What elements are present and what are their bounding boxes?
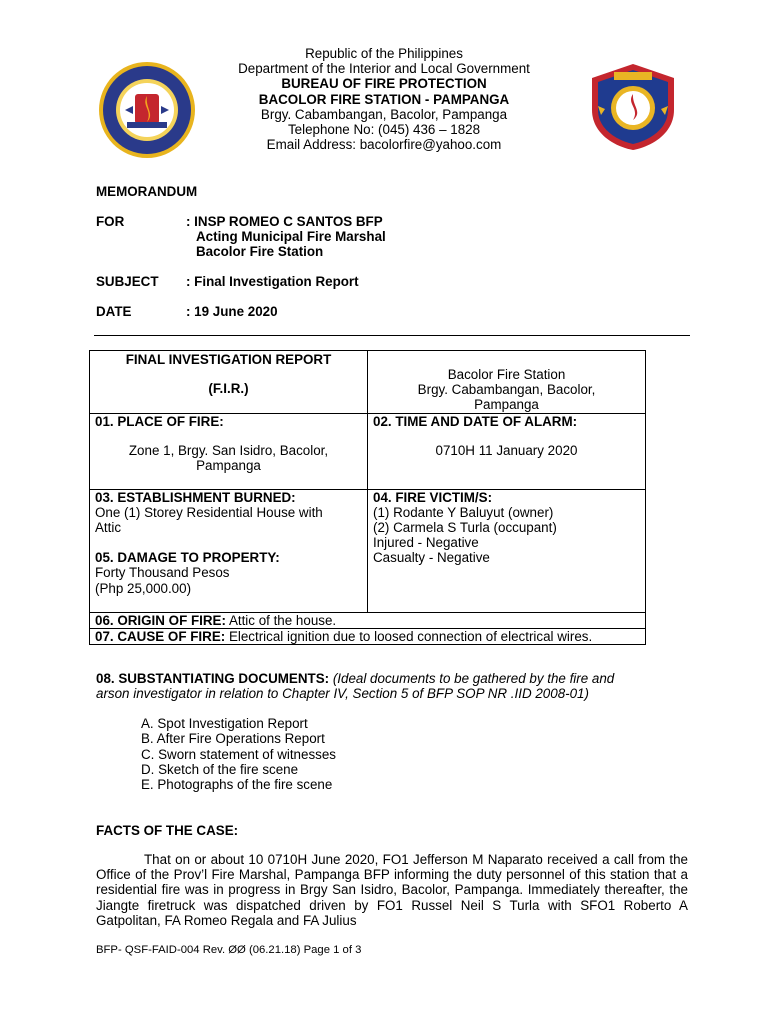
letterhead-station: BACOLOR FIRE STATION - PAMPANGA	[258, 91, 510, 107]
documents-note-line1: (Ideal documents to be gathered by the fire and	[332, 671, 615, 686]
cause-value: Electrical ignition due to loosed connection of electrical wires.	[228, 628, 593, 644]
fir-table	[89, 350, 646, 645]
document-item: B. After Fire Operations Report	[141, 731, 325, 747]
origin-value: Attic of the house.	[228, 612, 337, 628]
time-of-alarm-label: 02. TIME AND DATE OF ALARM:	[373, 413, 578, 429]
fir-place-cell	[90, 413, 368, 489]
document-item: A. Spot Investigation Report	[141, 716, 308, 731]
letterhead-republic: Republic of the Philippines	[305, 46, 463, 61]
memo-divider	[94, 335, 690, 336]
establishment-line1: One (1) Storey Residential House with	[95, 504, 323, 520]
letterhead-bureau: BUREAU OF FIRE PROTECTION	[281, 76, 487, 92]
fir-establishment-cell	[90, 489, 368, 612]
memo-subject-label: SUBJECT	[96, 274, 159, 289]
letterhead-telephone: Telephone No: (045) 436 – 1828	[287, 122, 481, 138]
cause-label: 07. CAUSE OF FIRE:	[95, 628, 226, 644]
facts-heading: FACTS OF THE CASE:	[96, 823, 239, 838]
documents-label: 08. SUBSTANTIATING DOCUMENTS:	[96, 671, 330, 686]
fir-abbrev: (F.I.R.)	[208, 381, 249, 397]
fir-establishment-victims-row	[90, 489, 646, 612]
memo-date-label: DATE	[96, 304, 132, 319]
documents-list	[141, 716, 336, 792]
fir-station-province: Pampanga	[474, 397, 539, 413]
memo-for-recipient: : INSP ROMEO C SANTOS BFP	[186, 214, 383, 229]
fir-time-cell	[368, 413, 646, 489]
letterhead	[150, 46, 618, 152]
documents-section	[96, 671, 656, 686]
memo-date-value: : 19 June 2020	[186, 304, 278, 319]
letterhead-address: Brgy. Cabambangan, Bacolor, Pampanga	[260, 106, 508, 122]
letterhead-email: Email Address: bacolorfire@yahoo.com	[266, 137, 502, 153]
victim-item: Injured - Negative	[373, 535, 479, 551]
fir-header-row	[90, 351, 646, 414]
victim-item: Casualty - Negative	[373, 550, 490, 566]
damage-line1: Forty Thousand Pesos	[95, 565, 230, 581]
fir-origin-row	[90, 612, 646, 628]
victim-item: (1) Rodante Y Baluyut (owner)	[373, 504, 554, 520]
fir-victims-cell	[368, 489, 646, 612]
establishment-line2: Attic	[95, 520, 122, 536]
time-of-alarm-value: 0710H 11 January 2020	[435, 442, 578, 458]
place-of-fire-label: 01. PLACE OF FIRE:	[95, 413, 224, 429]
victim-item: (2) Carmela S Turla (occupant)	[373, 520, 557, 536]
fir-station-address: Brgy. Cabambangan, Bacolor,	[417, 382, 596, 398]
document-item: C. Sworn statement of witnesses	[141, 746, 336, 762]
damage-line2: (Php 25,000.00)	[95, 580, 192, 596]
document-item: E. Photographs of the fire scene	[141, 777, 333, 793]
documents-note-line2: arson investigator in relation to Chapter IV, Section 5 of BFP SOP NR .IID 2008-01)	[96, 686, 589, 701]
fir-cause-cell	[90, 628, 646, 644]
memo-for-label: FOR	[96, 214, 125, 229]
facts-paragraph: That on or about 10 0710H June 2020, FO1 Jefferson M Naparato received a call from the Office of the Prov’l Fire Marshal, Pampanga BFP informing the duty personnel of this station that a residential fire was in progress in Brgy San Isidro, Bacolor, Pampanga. Immediately thereafter, the Jiangte firetruck was dispatched driven by FO1 Russel Neil S Turla with SFO1 Roberto A Gatpolitan, FA Romeo Regala and FA Julius	[96, 852, 688, 928]
fir-origin-cell	[90, 612, 646, 628]
memo-subject-value: : Final Investigation Report	[186, 274, 359, 289]
document-item: D. Sketch of the fire scene	[141, 761, 299, 777]
fir-place-time-row	[90, 413, 646, 489]
fir-station-name: Bacolor Fire Station	[447, 367, 566, 382]
page-footer: BFP- QSF-FAID-004 Rev. ØØ (06.21.18) Page 1 of 3	[96, 944, 362, 956]
fire-victims-label: 04. FIRE VICTIM/S:	[373, 489, 493, 505]
place-of-fire-line2: Pampanga	[196, 458, 261, 474]
fir-cause-row	[90, 628, 646, 644]
origin-label: 06. ORIGIN OF FIRE:	[95, 612, 226, 628]
establishment-label: 03. ESTABLISHMENT BURNED:	[95, 489, 296, 505]
letterhead-department: Department of the Interior and Local Government	[238, 61, 530, 77]
place-of-fire-line1: Zone 1, Brgy. San Isidro, Bacolor,	[128, 442, 329, 458]
damage-label: 05. DAMAGE TO PROPERTY:	[95, 550, 280, 566]
fir-station-cell	[368, 351, 646, 414]
fir-title: FINAL INVESTIGATION REPORT	[125, 352, 332, 367]
fir-title-cell	[90, 351, 368, 414]
